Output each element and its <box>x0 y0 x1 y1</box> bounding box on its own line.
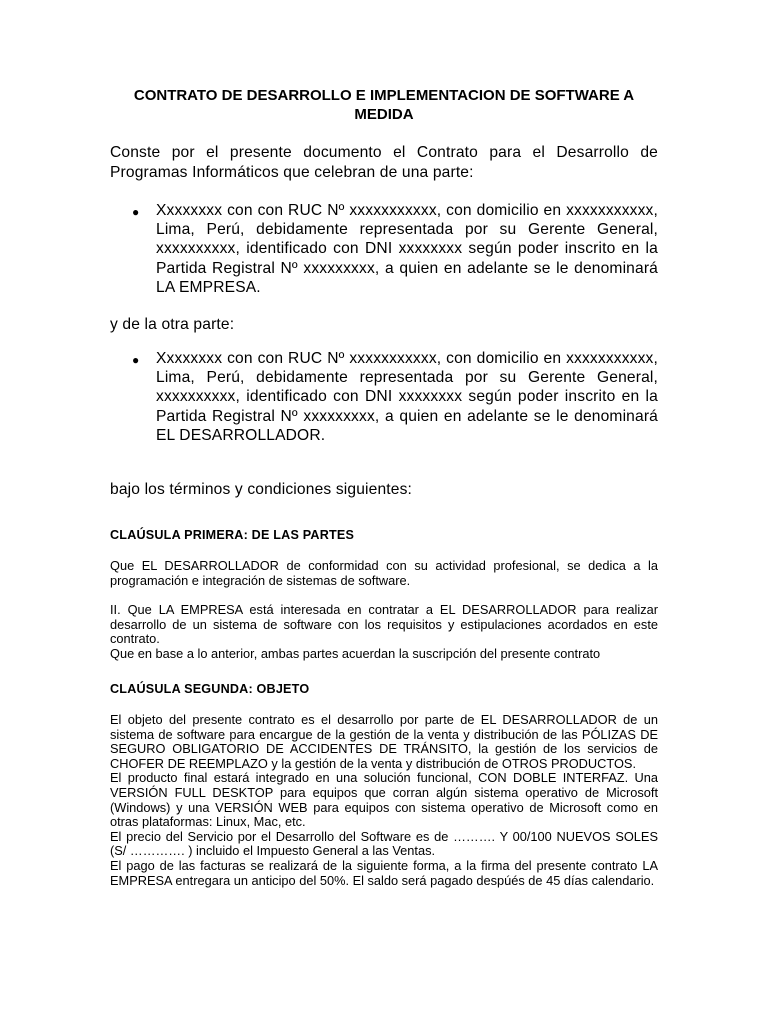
terms-label: bajo los términos y condiciones siguientes: <box>110 481 413 498</box>
party-two-item <box>110 349 658 445</box>
clause-two-paragraph: El pago de las facturas se realizará de la siguiente forma, a la firma del presente contrato LA EMPRESA entregara un anticipo del 50%. El saldo será pagado despúés de 45 días calendario. <box>110 857 658 888</box>
clause-one-paragraph: II. Que LA EMPRESA está interesada en contratar a EL DESARROLLADOR para realizar desarrollo de un sistema de software con los requisitos y estipulaciones acordados en este contrato. <box>110 602 658 647</box>
party-two-text: Xxxxxxxx con con RUC Nº xxxxxxxxxxx, con domicilio en xxxxxxxxxxx, Lima, Perú, debidamente representada por su Gerente General, xxxxxxxxxx, identificado con DNI xxxxxxxx según poder inscrito en la Partida Registral Nº xxxxxxxxx, a quien en adelante se le denominará EL DESARROLLADOR. <box>156 350 658 444</box>
document-title: CONTRATO DE DESARROLLO E IMPLEMENTACION DE SOFTWARE A MEDIDA <box>133 87 635 123</box>
bullet-icon: ● <box>132 353 140 367</box>
clause-one-heading: CLAÚSULA PRIMERA: DE LAS PARTES <box>110 528 355 542</box>
party-one-text: Xxxxxxxx con con RUC Nº xxxxxxxxxxx, con domicilio en xxxxxxxxxxx, Lima, Perú, debidamente representada por su Gerente General, xxxxxxxxxx, identificado con DNI xxxxxxxx según poder inscrito en la Partida Registral Nº xxxxxxxxx, a quien en adelante se le denominará LA EMPRESA. <box>156 202 658 296</box>
party-one-item <box>110 201 658 297</box>
clause-two-paragraph: El producto final estará integrado en una solución funcional, CON DOBLE INTERFAZ. Una VERSIÓN FULL DESKTOP para equipos que corran algún sistema operativo de Microsoft (Windows) y una VERSIÓN WEB para equipos con sistema operativo de Microsoft como en otras plataformas: Linux, Mac, etc. <box>110 770 658 830</box>
clause-one-paragraph: Que en base a lo anterior, ambas partes acuerdan la suscripción del presente contrato <box>110 645 601 661</box>
clause-two-heading: CLAÚSULA SEGUNDA: OBJETO <box>110 682 310 696</box>
clause-two-paragraph: El objeto del presente contrato es el desarrollo por parte de EL DESARROLLADOR de un sistema de software para encargue de la gestión de la venta y distribución de las PÓLIZAS DE SEGURO OBLIGATORIO DE ACCIDENTES DE TRÁNSITO, la gestión de los servicios de CHOFER DE REEMPLAZO y la gestión de la venta y distribución de OTROS PRODUCTOS. <box>110 712 658 771</box>
intro-paragraph: Conste por el presente documento el Contrato para el Desarrollo de Programas Informáticos que celebran de una parte: <box>110 144 658 181</box>
other-party-label: y de la otra parte: <box>110 316 235 333</box>
clause-two-paragraph: El precio del Servicio por el Desarrollo del Software es de ………. Y 00/100 NUEVOS SOLES (S/ …………. ) incluido el Impuesto General a las Ventas. <box>110 828 658 859</box>
clause-one-paragraph: Que EL DESARROLLADOR de conformidad con su actividad profesional, se dedica a la programación e integración de sistemas de software. <box>110 558 658 588</box>
clause-two-body <box>110 713 658 888</box>
bullet-icon: ● <box>132 205 140 219</box>
clause-one-body <box>110 559 658 662</box>
